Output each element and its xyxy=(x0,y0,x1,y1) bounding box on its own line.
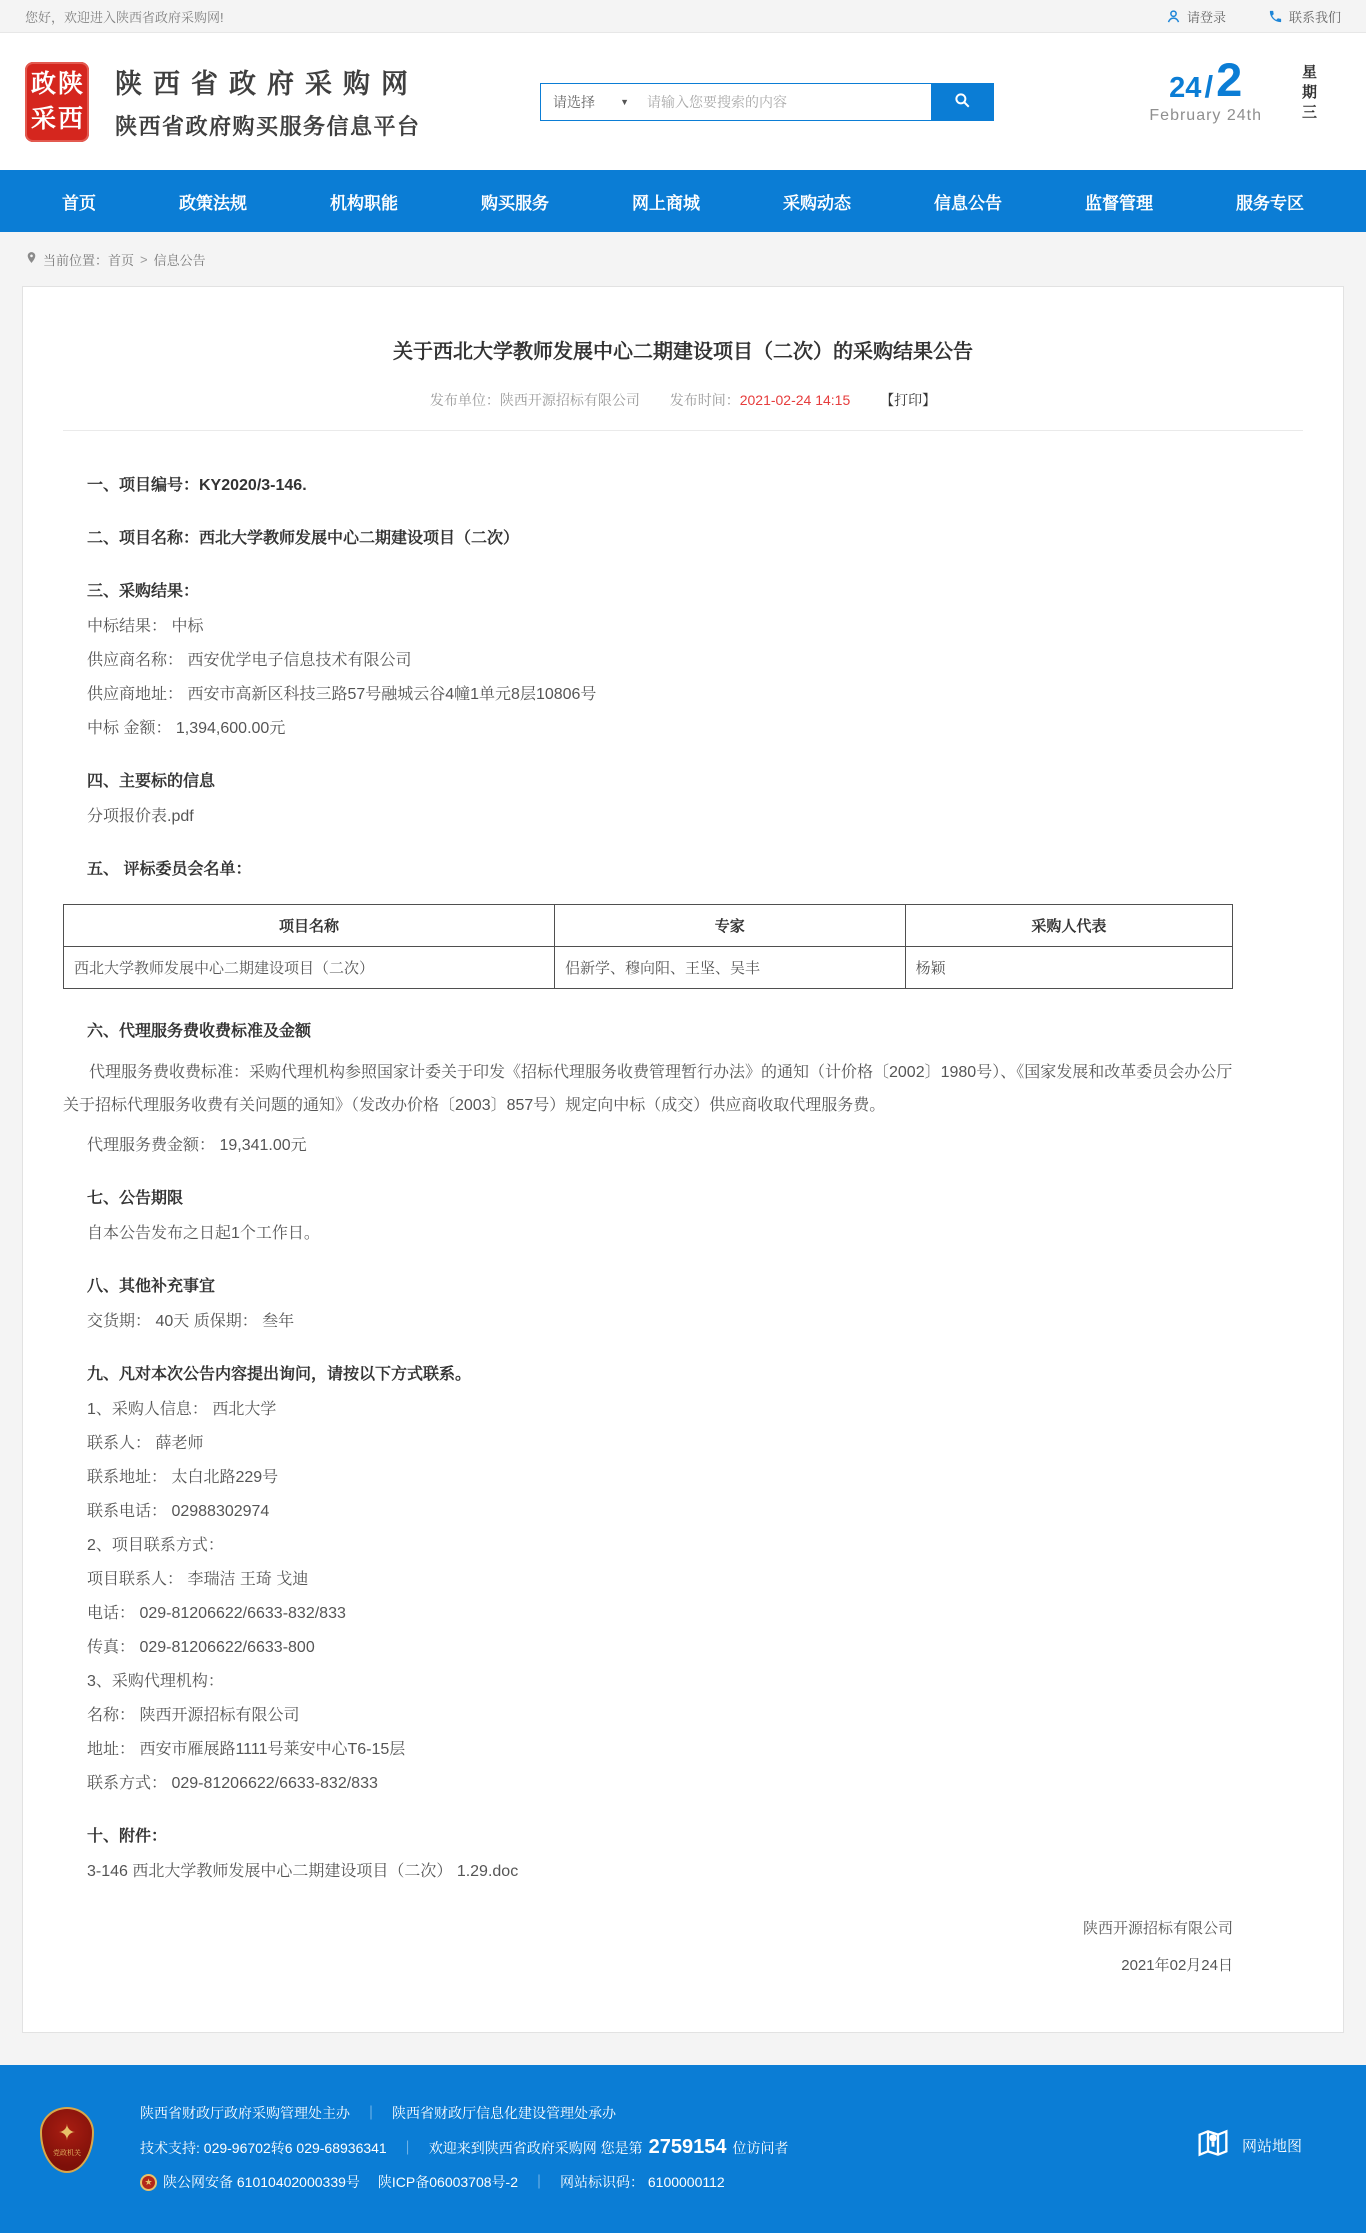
phone-icon xyxy=(1268,9,1283,24)
nav-item[interactable]: 采购动态 xyxy=(783,193,851,213)
site-logo[interactable]: 政 陕 采 西 xyxy=(25,62,89,142)
nav-item[interactable]: 信息公告 xyxy=(934,193,1002,213)
article-text: 二、项目名称：西北大学教师发展中心二期建设项目（二次） xyxy=(87,530,520,547)
site-title: 陕西省政府采购网 xyxy=(115,69,419,99)
article-meta xyxy=(63,390,1303,410)
beian-link[interactable]: 陕公网安备 61010402000339号 xyxy=(163,2174,360,2190)
divider xyxy=(63,430,1303,431)
weekday-text: 星期三 xyxy=(1301,64,1317,121)
nav-item[interactable]: 网上商城 xyxy=(632,193,700,213)
print-button[interactable]: 【打印】 xyxy=(880,392,937,408)
file-link[interactable]: 3-146 西北大学教师发展中心二期建设项目（二次） 1.29.doc xyxy=(87,1863,519,1880)
nav-item[interactable]: 首页 xyxy=(62,193,96,213)
date-widget: 24 / 2 February 24th xyxy=(1149,53,1262,125)
footer-line-support: 技术支持: 029-96702转6 029-68936341 ｜ 欢迎来到陕西省政府采购网 您是第 2759154 位访问者 xyxy=(140,2136,789,2158)
article-text: 中标 金额： 1,394,600.00元 xyxy=(87,720,286,737)
search-input[interactable] xyxy=(639,84,931,120)
article-text: 3、采购代理机构： xyxy=(87,1673,224,1690)
article-text: 自本公告发布之日起1个工作日。 xyxy=(87,1225,320,1242)
government-emblem: ✦ 党政机关 xyxy=(40,2107,94,2173)
article-text: 一、项目编号：KY2020/3-146. xyxy=(87,477,307,494)
site-subtitle: 陕西省政府购买服务信息平台 xyxy=(115,114,421,139)
nav-item[interactable]: 机构职能 xyxy=(330,193,398,213)
article-text: 八、其他补充事宜 xyxy=(87,1278,216,1295)
article-text: 项目联系人： 李瑞洁 王琦 戈迪 xyxy=(87,1571,309,1588)
top-bar xyxy=(0,0,1366,33)
article-text: 十、附件： xyxy=(87,1828,168,1845)
breadcrumb-label: 当前位置： xyxy=(43,252,109,268)
publisher-label: 发布单位： xyxy=(429,392,500,408)
location-pin-icon xyxy=(25,250,43,268)
map-icon xyxy=(1193,2123,1233,2167)
cell-buyer-rep: 杨颖 xyxy=(905,947,1232,989)
search-button[interactable] xyxy=(931,84,993,120)
article-text: 五、 评标委员会名单： xyxy=(87,861,252,878)
breadcrumb-home[interactable]: 首页 xyxy=(108,252,135,268)
article-text: 七、公告期限 xyxy=(87,1190,184,1207)
article-text: 名称： 陕西开源招标有限公司 xyxy=(87,1707,300,1724)
site-footer xyxy=(0,2065,1366,2233)
user-icon xyxy=(1166,9,1181,24)
article-text: 六、代理服务费收费标准及金额 xyxy=(87,1023,312,1040)
login-link[interactable]: 请登录 xyxy=(1166,7,1226,26)
article-text: 传真： 029-81206622/6633-800 xyxy=(87,1639,315,1656)
table-row xyxy=(64,947,1233,989)
search-icon xyxy=(953,91,971,112)
footer-info xyxy=(140,2103,788,2205)
date-text: February 24th xyxy=(1149,107,1262,125)
committee-table xyxy=(63,904,1233,989)
article-text: 中标结果： 中标 xyxy=(87,618,204,635)
article-text: 联系人： 薛老师 xyxy=(87,1435,204,1452)
announcement-card xyxy=(22,286,1344,2033)
col-header-buyer-rep: 采购人代表 xyxy=(905,905,1232,947)
article-text: 九、凡对本次公告内容提出询问，请按以下方式联系。 xyxy=(87,1366,472,1383)
article-text: 联系地址： 太白北路229号 xyxy=(87,1469,279,1486)
nav-item[interactable]: 政策法规 xyxy=(179,193,247,213)
article-text: 地址： 西安市雁展路1111号莱安中心T6-15层 xyxy=(87,1741,406,1758)
breadcrumb-current: 信息公告 xyxy=(153,252,206,268)
police-badge-icon: ★ xyxy=(140,2174,157,2191)
search-category-select[interactable]: 请选择 ▼ xyxy=(553,93,629,110)
footer-line-registration: ★ 陕公网安备 61010402000339号 陕ICP备06003708号-2 ｜ 网站标识码： 6100000112 xyxy=(140,2172,788,2192)
page-title: 关于西北大学教师发展中心二期建设项目（二次）的采购结果公告 xyxy=(393,341,973,363)
article-text: 联系方式： 029-81206622/6633-832/833 xyxy=(87,1775,378,1792)
article-text: 2、项目联系方式： xyxy=(87,1537,224,1554)
signature-date: 2021年02月24日 xyxy=(1121,1957,1233,1974)
table-header-row xyxy=(64,905,1233,947)
nav-item[interactable]: 服务专区 xyxy=(1236,193,1304,213)
cell-experts: 侣新学、穆向阳、王坚、吴丰 xyxy=(554,947,905,989)
col-header-project: 项目名称 xyxy=(64,905,555,947)
icp-link[interactable]: 陕ICP备06003708号-2 xyxy=(377,2174,518,2190)
article-text: 供应商地址： 西安市高新区科技三路57号融城云谷4幢1单元8层10806号 xyxy=(87,686,597,703)
article-text: 四、主要标的信息 xyxy=(87,773,216,790)
emblem-star-icon: ✦ xyxy=(57,2120,77,2145)
site-header xyxy=(0,33,1366,170)
main-nav xyxy=(0,170,1366,232)
article-text: 供应商名称： 西安优学电子信息技术有限公司 xyxy=(87,652,412,669)
cell-project-name: 西北大学教师发展中心二期建设项目（二次） xyxy=(64,947,555,989)
visitor-count: 2759154 xyxy=(648,2136,727,2158)
article-text: 代理服务费金额： 19,341.00元 xyxy=(87,1137,307,1154)
file-link[interactable]: 分项报价表.pdf xyxy=(87,808,194,825)
article-text: 三、采购结果： xyxy=(87,583,200,600)
nav-item[interactable]: 购买服务 xyxy=(481,193,549,213)
signature-company: 陕西开源招标有限公司 xyxy=(1082,1920,1233,1937)
article-text: 交货期： 40天 质保期： 叁年 xyxy=(87,1313,295,1330)
publish-time-label: 发布时间： xyxy=(669,392,740,408)
contact-us-link[interactable]: 联系我们 xyxy=(1268,7,1341,26)
site-code: 网站标识码： 6100000112 xyxy=(559,2174,725,2190)
article-body xyxy=(63,475,1303,1976)
sitemap-link[interactable]: 网站地图 xyxy=(1193,2123,1302,2167)
breadcrumb xyxy=(0,232,1366,286)
breadcrumb-separator: > xyxy=(140,251,148,267)
publisher-value: 陕西开源招标有限公司 xyxy=(499,392,640,408)
article-text: 1、采购人信息： 西北大学 xyxy=(87,1401,277,1418)
nav-item[interactable]: 监督管理 xyxy=(1085,193,1153,213)
search-box xyxy=(540,83,994,121)
article-text: 代理服务费收费标准：采购代理机构参照国家计委关于印发《招标代理服务收费管理暂行办法》的通知（计价格〔2002〕1980号）、《国家发展和改革委员会办公厅关于招标代理服务收费有关问题的通知》（发改办价格〔2003〕857号）规定向中标（成交）供应商收取代理服务费。 xyxy=(63,1064,1233,1114)
col-header-experts: 专家 xyxy=(554,905,905,947)
article-text: 电话： 029-81206622/6633-832/833 xyxy=(87,1605,346,1622)
welcome-text: 您好，欢迎进入陕西省政府采购网! xyxy=(25,9,224,25)
article-text: 联系电话： 02988302974 xyxy=(87,1503,270,1520)
signature-block xyxy=(63,1918,1233,1976)
publish-time-value: 2021-02-24 14:15 xyxy=(739,392,851,408)
site-titles xyxy=(115,62,421,141)
chevron-down-icon: ▼ xyxy=(620,96,629,107)
footer-line-hosts: 陕西省财政厅政府采购管理处主办 ｜ 陕西省财政厅信息化建设管理处承办 xyxy=(140,2105,616,2121)
